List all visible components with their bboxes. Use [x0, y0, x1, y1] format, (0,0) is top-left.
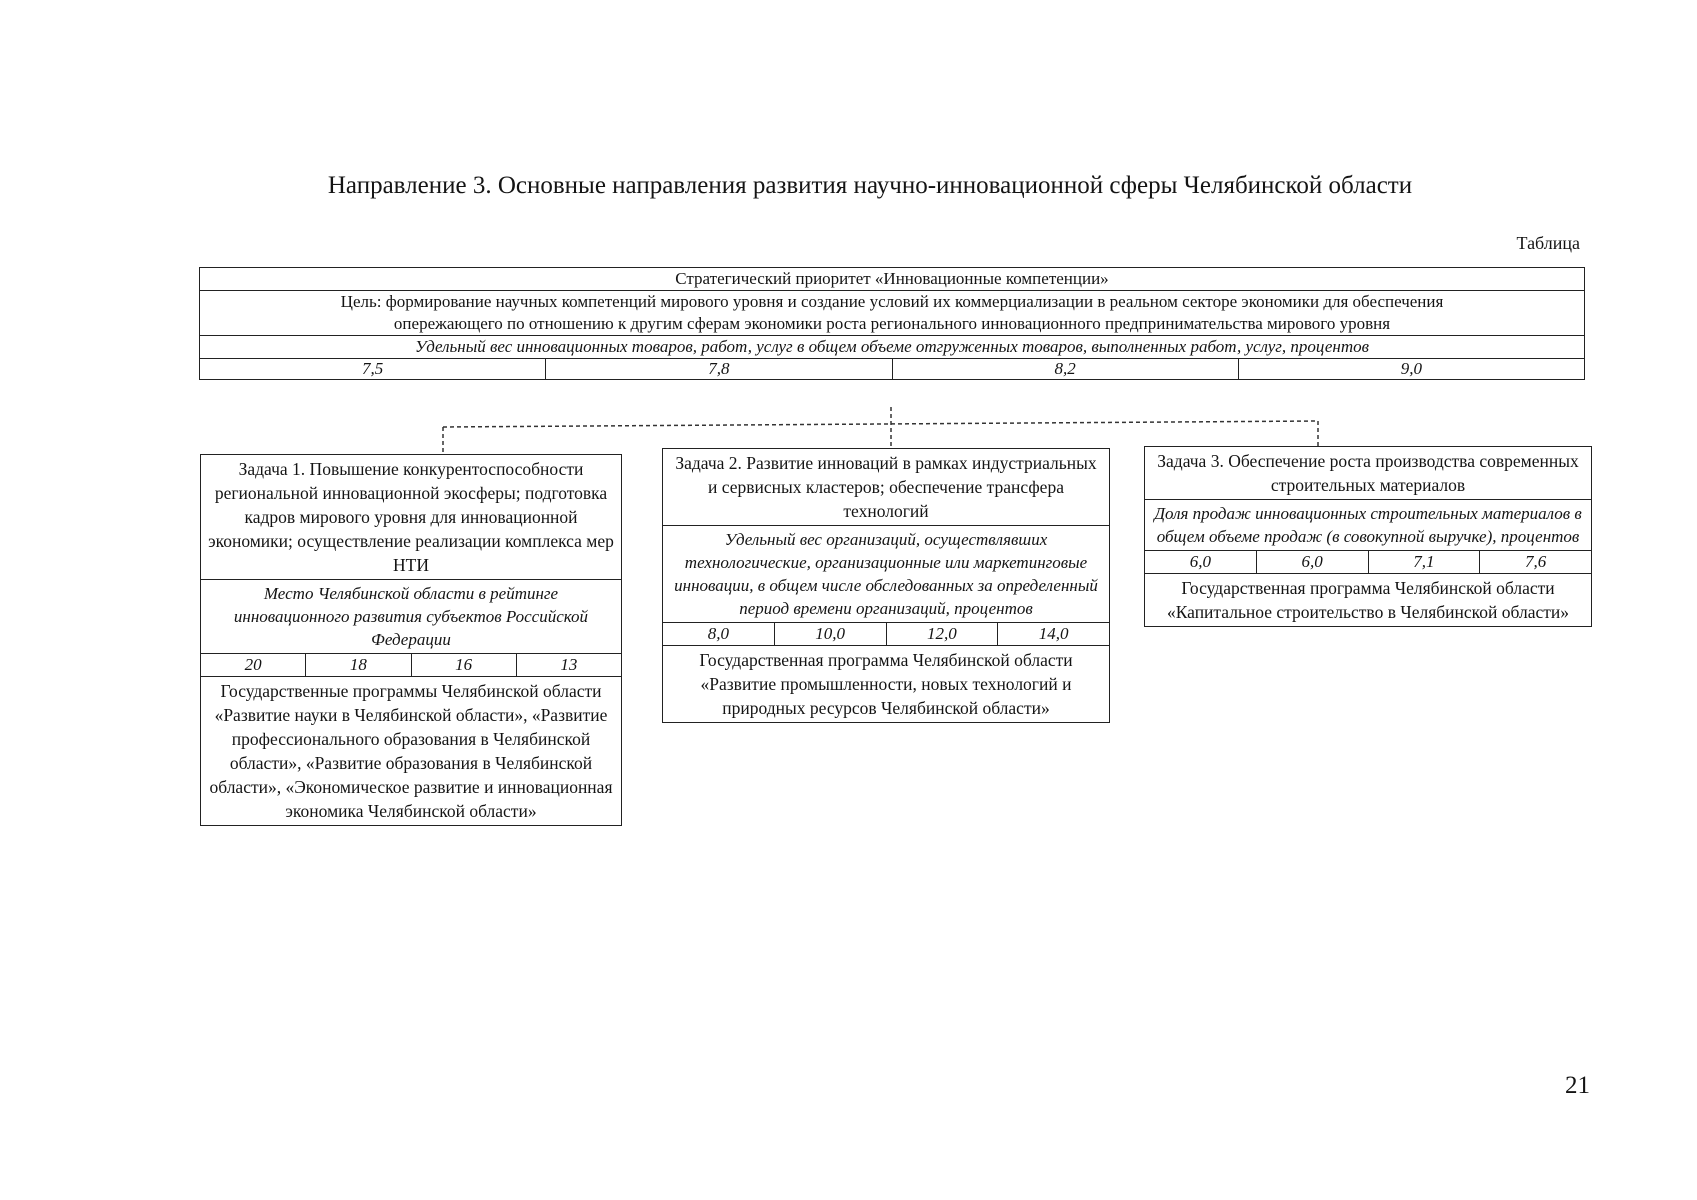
value-cell: 20 [201, 654, 306, 676]
task-title: Задача 1. Повышение конкурентоспособности региональной инновационной экосферы; подготовка кадров мирового уровня для инновационной экономики; осуществление реализации комплекса мер НТИ [201, 455, 621, 580]
page-title: Направление 3. Основные направления развития научно-инновационной сферы Челябинской области [327, 172, 1413, 199]
value-cell: 10,0 [775, 623, 887, 645]
value-cell: 8,0 [663, 623, 775, 645]
value-cell: 6,0 [1257, 551, 1369, 573]
task-values-row [663, 623, 1109, 646]
priority-row: Стратегический приоритет «Инновационные компетенции» [200, 268, 1584, 291]
value-cell: 18 [306, 654, 411, 676]
task-programs: Государственная программа Челябинской области «Капитальное строительство в Челябинской области» [1166, 578, 1570, 622]
task-3-box [1144, 446, 1592, 627]
value-cell: 9,0 [1400, 359, 1422, 378]
value-cell: 7,5 [200, 359, 546, 379]
task-indicator: Удельный вес организаций, осуществлявших технологические, организационные или маркетинговые инновации, в общем числе обследованных за определенный период времени организаций, процентов [663, 526, 1109, 623]
value-cell: 7,1 [1369, 551, 1481, 573]
task-values-row [201, 654, 621, 677]
task-values-row [1145, 551, 1591, 574]
goal-line-1: Цель: формирование научных компетенций мирового уровня и создание условий их коммерциализации в реальном секторе экономики для обеспечения [340, 292, 1444, 311]
indicator-row: Удельный вес инновационных товаров, работ, услуг в общем объеме отгруженных товаров, выполненных работ, услуг, процентов [200, 336, 1584, 359]
table-label: Таблица [1516, 233, 1580, 253]
value-cell: 7,8 [546, 359, 892, 379]
value-cell: 7,6 [1525, 552, 1547, 571]
task-indicator: Место Челябинской области в рейтинге инновационного развития субъектов Российской Федерации [201, 580, 621, 654]
task-indicator: Доля продаж инновационных строительных материалов в общем объеме продаж (в совокупной выручке), процентов [1145, 500, 1591, 551]
task-1-box [200, 454, 622, 826]
value-cell: 14,0 [1038, 624, 1069, 643]
task-programs: Государственные программы Челябинской области «Развитие науки в Челябинской области», «Развитие профессионального образования в Челябинской области», «Развитие образования в Челябинской области», «Экономическое развитие и инновационная экономика Челябинской области» [209, 681, 613, 821]
task-programs: Государственная программа Челябинской области «Развитие промышленности, новых технологий и природных ресурсов Челябинской области» [699, 650, 1073, 718]
task-2-box [662, 448, 1110, 723]
value-cell: 16 [412, 654, 517, 676]
value-cell: 8,2 [893, 359, 1239, 379]
value-cell: 12,0 [887, 623, 999, 645]
value-cell: 6,0 [1145, 551, 1257, 573]
connector-horizontal [443, 421, 1318, 427]
page-number: 21 [1565, 1072, 1590, 1099]
task-title: Задача 3. Обеспечение роста производства современных строительных материалов [1145, 447, 1591, 500]
value-cell: 13 [560, 655, 578, 674]
task-title: Задача 2. Развитие инноваций в рамках индустриальных и сервисных кластеров; обеспечение трансфера технологий [663, 449, 1109, 526]
goal-line-2: опережающего по отношению к другим сферам экономики роста регионального инновационного предпринимательства мирового уровня [393, 314, 1391, 333]
